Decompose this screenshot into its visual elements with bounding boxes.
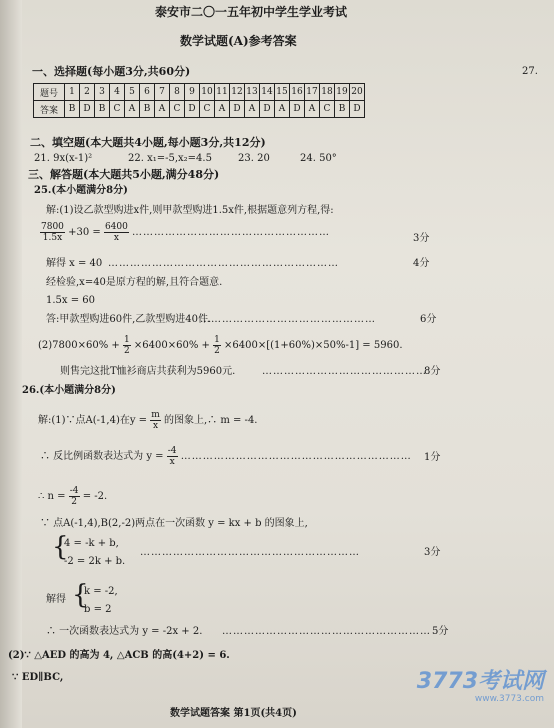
cell: 18	[320, 84, 335, 101]
denominator: 2	[214, 346, 220, 356]
cell: 4	[110, 84, 125, 101]
cell: 12	[230, 84, 245, 101]
fraction	[69, 486, 80, 507]
numerator: m	[151, 410, 160, 420]
q26-line6: 解得	[46, 594, 66, 605]
answer-row	[34, 101, 365, 118]
q25-line3: 解得 x = 40	[46, 258, 103, 269]
cell: 7	[155, 84, 170, 101]
dotted-leader: ………………………………………	[262, 366, 427, 377]
answer-24: 24. 50°	[300, 153, 337, 164]
dotted-leader: ………………………………………………………	[108, 258, 339, 269]
system-brace: {	[72, 580, 89, 610]
cell: B	[65, 101, 80, 118]
system1-eq2: -2 = 2k + b.	[64, 556, 126, 567]
section2-title: 二、填空题(本大题共4小题,每小题3分,共12分)	[30, 136, 266, 149]
cell: A	[245, 101, 260, 118]
cell: 16	[290, 84, 305, 101]
score: 3分	[413, 233, 430, 244]
cell: D	[290, 101, 305, 118]
cell: 2	[80, 84, 95, 101]
score: 1分	[424, 452, 441, 463]
q26-line2	[40, 446, 412, 467]
cell: C	[320, 101, 335, 118]
system2-eq1: k = -2,	[84, 586, 118, 597]
q26-line4: ∵ 点A(-1,4),B(2,-2)两点在一次函数 y = kx + b 的图象上,	[40, 518, 308, 529]
cell: 5	[125, 84, 140, 101]
denominator: x	[113, 233, 119, 243]
cell: D	[350, 101, 365, 118]
score: 5分	[432, 626, 449, 637]
cell: 3	[95, 84, 110, 101]
q25-line6: 答:甲款型购进60件,乙款型购进40件.	[46, 314, 212, 325]
fraction	[167, 446, 178, 467]
fraction	[213, 335, 221, 356]
q25-line5: 1.5x = 60	[46, 295, 96, 306]
denominator: 2	[71, 497, 77, 507]
denominator: 2	[123, 346, 130, 356]
expr: 解:(1)∵点A(-1,4)在y =	[38, 415, 148, 426]
score: 3分	[424, 547, 441, 558]
numerator: -4	[167, 446, 177, 456]
cell: B	[335, 101, 350, 118]
cell: 20	[350, 84, 365, 101]
cell: D	[260, 101, 275, 118]
fraction	[150, 410, 161, 431]
cell: A	[215, 101, 230, 118]
q26-line1	[38, 410, 257, 431]
numerator: 7800	[41, 222, 64, 232]
answer-23: 23. 20	[238, 153, 270, 164]
denominator: x	[152, 421, 159, 431]
numerator: 1	[214, 335, 220, 345]
cell: 6	[140, 84, 155, 101]
cell: 10	[200, 84, 215, 101]
equation-middle: +30 =	[68, 227, 101, 238]
watermark-url: www.3773.com	[474, 694, 544, 704]
denominator: 1.5x	[42, 233, 63, 243]
dotted-leader: …………………………………………	[200, 314, 376, 325]
cell: D	[230, 101, 245, 118]
dotted-leader: ………………………………………………	[132, 227, 331, 238]
question-number-row	[34, 84, 365, 101]
fraction	[40, 222, 65, 243]
dotted-leader: …………………………………………………	[222, 626, 431, 637]
expr: 的图象上,∴ m = -4.	[163, 415, 258, 426]
answer-title: 数学试题(A)参考答案	[180, 34, 297, 48]
system2-eq2: b = 2	[84, 604, 112, 615]
cell: 17	[305, 84, 320, 101]
system1-eq1: 4 = -k + b,	[64, 538, 119, 549]
page-shadow	[0, 0, 22, 728]
cell: 15	[275, 84, 290, 101]
section3-title: 三、解答题(本大题共5小题,满分48分)	[28, 168, 220, 181]
cell: B	[140, 101, 155, 118]
dotted-leader: ……………………………………………………	[140, 547, 360, 558]
numerator: -4	[69, 486, 79, 496]
expr: ∴ n =	[38, 491, 66, 502]
answer-table	[33, 83, 365, 118]
watermark-brand: 3773考试网	[416, 669, 544, 694]
cell: A	[305, 101, 320, 118]
numerator: 6400	[104, 222, 128, 232]
q25-equation	[40, 222, 330, 243]
page-footer: 数学试题答案 第1页(共4页)	[170, 708, 297, 719]
expr: ×6400×60% +	[133, 340, 210, 351]
row-label: 题号	[34, 84, 65, 101]
q25-heading: 25.(本小题满分8分)	[34, 185, 128, 196]
cell: 14	[260, 84, 275, 101]
cell: 8	[170, 84, 185, 101]
exam-title: 泰安市二〇一五年初中学生学业考试	[155, 5, 348, 19]
fraction	[123, 335, 131, 356]
q26-line3	[38, 486, 107, 507]
q26-line8: (2)∵ △AED 的高为 4, △ACB 的高(4+2) = 6.	[8, 650, 230, 661]
q25-line1: 解:(1)设乙款型购进x件,则甲款型购进1.5x件,根据题意列方程,得:	[46, 205, 334, 216]
dotted-leader: ………………………………………………………	[180, 451, 412, 462]
cell: A	[155, 101, 170, 118]
answer-21: 21. 9x(x-1)²	[34, 153, 93, 164]
watermark-logo	[417, 670, 544, 704]
score: 6分	[420, 314, 437, 325]
expr: ×6400×[(1+60%)×50%-1] = 5960.	[224, 340, 403, 351]
cell: A	[125, 101, 140, 118]
cell: 13	[245, 84, 260, 101]
q26-line9: ∵ ED∥BC,	[12, 672, 64, 683]
system-brace: {	[52, 532, 69, 562]
cell: 19	[335, 84, 350, 101]
expr: = -2.	[82, 491, 108, 502]
cell: C	[170, 101, 185, 118]
cell: B	[95, 101, 110, 118]
cell: D	[80, 101, 95, 118]
cell: C	[200, 101, 215, 118]
expr: (2)7800×60% +	[38, 340, 120, 351]
cell: 9	[185, 84, 200, 101]
q26-heading: 26.(本小题满分8分)	[22, 385, 116, 396]
cell: 11	[215, 84, 230, 101]
q25-line4: 经检验,x=40是原方程的解,且符合题意.	[46, 277, 223, 288]
section1-title: 一、选择题(每小题3分,共60分)	[32, 65, 191, 78]
cell: C	[110, 101, 125, 118]
answer-22: 22. x₁=-5,x₂=4.5	[128, 153, 212, 164]
numerator: 1	[123, 335, 130, 345]
row-label: 答案	[34, 101, 65, 118]
q25-line8: 则售完这批T恤衫商店共获利为5960元.	[60, 366, 236, 377]
q26-line7: ∴ 一次函数表达式为 y = -2x + 2.	[46, 626, 203, 637]
expr: ∴ 反比例函数表达式为 y =	[40, 451, 164, 462]
side-number: 27.	[522, 66, 538, 77]
cell: 1	[65, 84, 80, 101]
fraction	[104, 222, 129, 243]
score: 4分	[413, 258, 430, 269]
cell: D	[185, 101, 200, 118]
score: 8分	[424, 366, 441, 377]
q25-line7	[38, 335, 403, 356]
denominator: x	[169, 457, 175, 467]
cell: A	[275, 101, 290, 118]
